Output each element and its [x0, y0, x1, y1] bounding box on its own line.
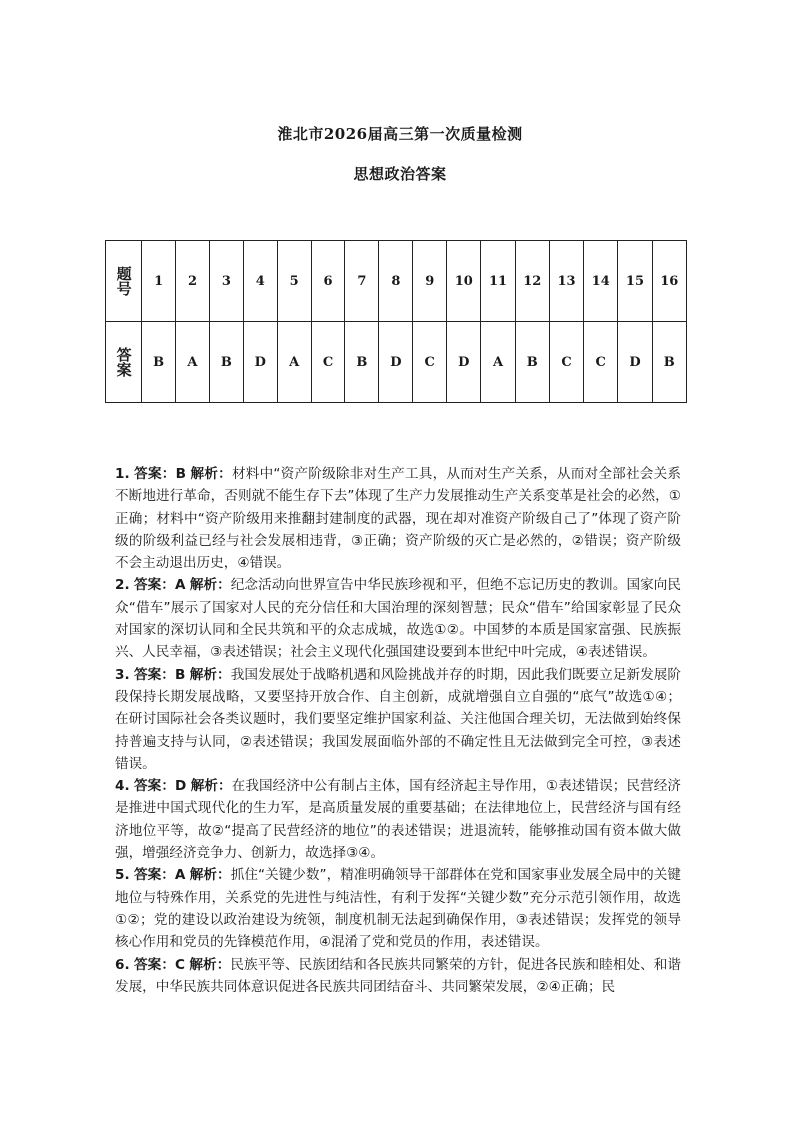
analysis-label: 解析： [189, 577, 231, 594]
answer-cell: D [379, 322, 413, 403]
answer-cell: A [481, 322, 515, 403]
document-subtitle: 思想政治答案 [353, 165, 447, 183]
explanation-item [115, 574, 681, 663]
answer-label: 答案： [133, 867, 175, 884]
answer-value: A [174, 577, 186, 594]
answer-cell: D [447, 322, 481, 403]
explanation-text: 材料中“资产阶级除非对生产工具，从而对生产关系，从而对全部社会关系不断地进行革命，否则就不能生存下去”体现了生产力发展推动生产关系变革是社会的必然，①正确；材料中“资产阶级用来推翻封建制度的武器，现在却对准资产阶级自己了”体现了资产阶级的阶级利益已经与社会发展相违背，③正确；资产阶级的灭亡是必然的，②错误；资产阶级不会主动退出历史，④错误。 [115, 466, 681, 572]
question-number-cell: 12 [515, 241, 549, 322]
explanation-number: 6. [115, 956, 130, 973]
explanation-number: 4. [115, 778, 130, 795]
question-number-cell: 5 [277, 241, 311, 322]
explanation-number: 2. [115, 577, 130, 594]
explanation-number: 3. [115, 666, 130, 683]
explanation-item [115, 664, 681, 775]
question-number-cell: 13 [549, 241, 583, 322]
row-header-question-number: 题号 [106, 241, 142, 322]
answer-cell: B [209, 322, 243, 403]
explanation-text: 我国发展处于战略机遇和风险挑战并存的时期，因此我们既要立足新发展阶段保持长期发展战略，又要坚持开放合作、自主创新，成就增强自立自强的“底气”故选①④；在研讨国际社会各类议题时，我们要坚定维护国家利益、关注他国合理关切，无法做到始终保持普遍支持与认同，②表述错误；我国发展面临外部的不确定性且无法做到完全可控，③表述错误。 [115, 666, 682, 772]
answer-cell: A [176, 322, 210, 403]
explanation-item [115, 463, 681, 574]
question-number-cell: 2 [176, 241, 210, 322]
analysis-label: 解析： [189, 956, 231, 973]
question-number-cell: 8 [379, 241, 413, 322]
answer-value: B [175, 466, 186, 482]
explanation-text: 纪念活动向世界宣告中华民族珍视和平，但绝不忘记历史的教训。国家向民众“借车”展示了国家对人民的充分信任和大国治理的深刻智慧；民众“借车”给国家彰显了民众对国家的深切认同和全民共筑和平的众志成城，故选①②。中国梦的本质是国家富强、民族振兴、人民幸福，③表述错误；社会主义现代化强国建设要到本世纪中叶完成，④表述错误。 [115, 577, 681, 661]
analysis-label: 解析： [189, 867, 231, 884]
answer-label: 答案： [134, 666, 175, 683]
explanation-number: 5. [115, 867, 130, 884]
explanation-text: 抓住“关键少数”，精准明确领导干部群体在党和国家事业发展全局中的关键地位与特殊作用，关系党的先进性与纯洁性，有利于发挥“关键少数”充分示范引领作用，故选①②；党的建设以政治建设为统领，制度机制无法起到确保作用，③表述错误；发挥党的领导核心作用和党员的先锋模范作用，④混淆了党和党员的作用，表述错误。 [115, 867, 682, 951]
analysis-label: 解析： [190, 466, 232, 482]
question-number-cell: 16 [652, 241, 686, 322]
answer-label: 答案： [134, 778, 175, 795]
answer-value: C [175, 956, 185, 973]
answer-cell: B [142, 322, 176, 403]
analysis-label: 解析： [190, 778, 232, 795]
answer-cell: D [243, 322, 277, 403]
answer-value: B [174, 666, 186, 683]
explanation-item [115, 954, 681, 999]
question-number-cell: 10 [447, 241, 481, 322]
answer-cell: C [311, 322, 345, 403]
question-number-cell: 6 [311, 241, 345, 322]
answer-value: D [175, 778, 187, 795]
explanation-number: 1. [115, 466, 130, 482]
row-header-answer: 答案 [106, 322, 142, 403]
answer-label: 答案： [134, 466, 176, 482]
question-number-row [106, 241, 687, 322]
explanation-item [115, 775, 681, 864]
answer-label: 答案： [134, 956, 175, 973]
answer-label: 答案： [134, 577, 175, 594]
explanation-text: 民族平等、民族团结和各民族共同繁荣的方针，促进各民族和睦相处、和谐发展，中华民族共同体意识促进各民族共同团结奋斗、共同繁荣发展，②④正确；民 [115, 956, 682, 995]
question-number-cell: 11 [481, 241, 515, 322]
answer-cell: C [549, 322, 583, 403]
answer-key-table [105, 240, 687, 403]
analysis-label: 解析： [189, 666, 231, 683]
question-number-cell: 3 [209, 241, 243, 322]
answer-cell: A [277, 322, 311, 403]
question-number-cell: 9 [413, 241, 447, 322]
answer-cell: C [584, 322, 618, 403]
answer-value: A [174, 867, 186, 884]
answer-cell: D [618, 322, 652, 403]
explanations [115, 463, 681, 998]
question-number-cell: 7 [345, 241, 379, 322]
explanation-text: 在我国经济中公有制占主体，国有经济起主导作用，①表述错误；民营经济是推进中国式现代化的生力军，是高质量发展的重要基础；在法律地位上，民营经济与国有经济地位平等，故②“提高了民营经济的地位”的表述错误；进退流转，能够推动国有资本做大做强，增强经济竞争力、创新力，故选择③④。 [115, 778, 681, 862]
question-number-cell: 4 [243, 241, 277, 322]
answer-cell: B [652, 322, 686, 403]
answer-cell: B [345, 322, 379, 403]
question-number-cell: 1 [142, 241, 176, 322]
answer-cell: B [515, 322, 549, 403]
question-number-cell: 15 [618, 241, 652, 322]
answer-row [106, 322, 687, 403]
question-number-cell: 14 [584, 241, 618, 322]
explanation-item [115, 864, 681, 953]
answer-cell: C [413, 322, 447, 403]
document-title: 淮北市2026届高三第一次质量检测 [277, 125, 523, 143]
